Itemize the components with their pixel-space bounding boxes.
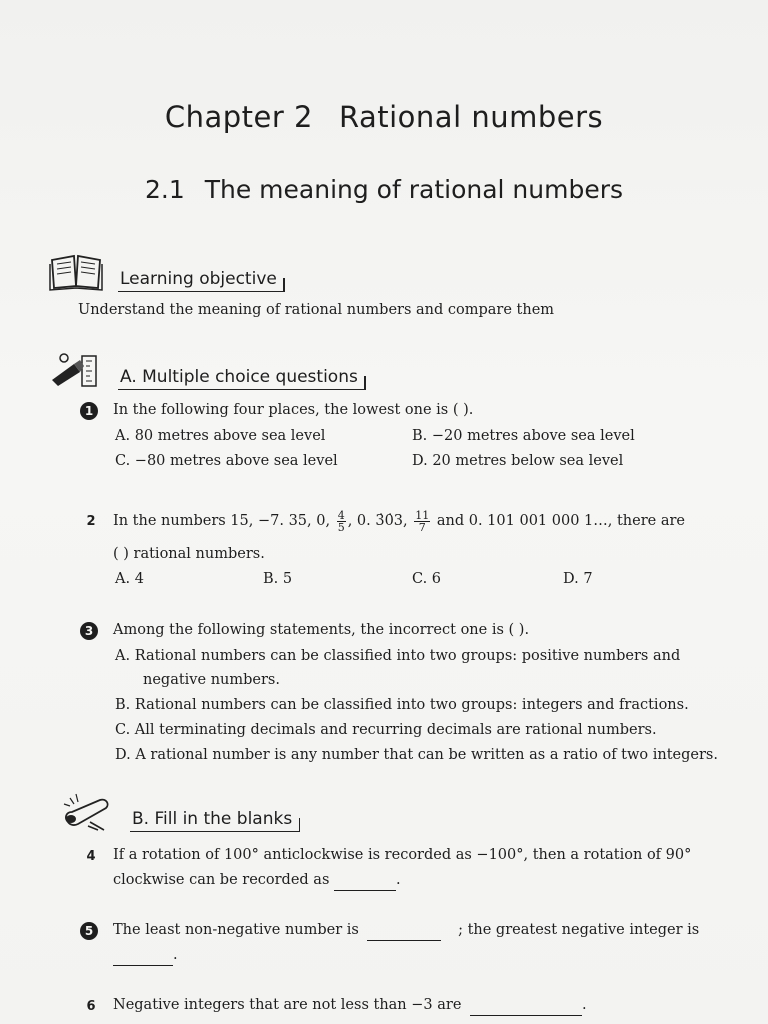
question-4-line2-text: clockwise can be recorded as <box>113 872 330 888</box>
question-number-6: 6 <box>86 998 96 1014</box>
question-1-option-c[interactable]: C. −80 metres above sea level <box>115 453 338 469</box>
question-5-blank-2[interactable] <box>113 945 173 966</box>
learning-objective-text: Understand the meaning of rational numbers and compare them <box>78 302 555 318</box>
question-3-option-a-cont: negative numbers. <box>143 672 280 688</box>
pencil-ruler-icon <box>48 350 104 390</box>
question-5-line2 <box>113 945 178 966</box>
question-1-stem: In the following four places, the lowest one is ( ). <box>113 402 474 418</box>
fraction-4-5: $\frac{4}{5}$ <box>337 508 345 534</box>
question-2-option-d[interactable]: D. 7 <box>563 571 593 587</box>
question-3-stem: Among the following statements, the incorrect one is ( ). <box>113 622 530 638</box>
question-2-line2: ( ) rational numbers. <box>113 546 265 562</box>
question-6-line1 <box>113 995 587 1016</box>
question-4-line1: If a rotation of 100° anticlockwise is recorded as −100°, then a rotation of 90° <box>113 847 692 863</box>
question-3-option-d[interactable]: D. A rational number is any number that can be written as a ratio of two integers. <box>115 747 718 763</box>
question-4-blank[interactable] <box>334 870 396 891</box>
part-b-label: B. Fill in the blanks <box>130 809 300 832</box>
fraction-11-7: $\frac{11}{7}$ <box>415 508 430 534</box>
question-2-option-a[interactable]: A. 4 <box>115 571 144 587</box>
question-3-option-c[interactable]: C. All terminating decimals and recurring decimals are rational numbers. <box>115 722 657 738</box>
question-4-line2 <box>113 870 401 891</box>
question-5-text-b: ; the greatest negative integer is <box>458 922 700 938</box>
question-1-option-d[interactable]: D. 20 metres below sea level <box>412 453 624 469</box>
question-5-blank-1[interactable] <box>367 920 441 941</box>
open-book-icon <box>48 252 104 292</box>
question-2-stem-end: and 0. 101 001 000 1…, there are <box>432 513 686 529</box>
question-number-3: 3 <box>80 622 98 640</box>
question-1-option-a[interactable]: A. 80 metres above sea level <box>115 428 326 444</box>
chapter-name: Rational numbers <box>338 100 604 134</box>
section-name: The meaning of rational numbers <box>204 175 624 204</box>
part-b-heading <box>60 792 300 832</box>
question-6-blank[interactable] <box>470 995 582 1016</box>
question-number-2: 2 <box>86 513 96 529</box>
scroll-quill-icon <box>60 792 116 832</box>
question-2-option-b[interactable]: B. 5 <box>263 571 293 587</box>
question-2-option-c[interactable]: C. 6 <box>412 571 442 587</box>
part-a-label: A. Multiple choice questions <box>118 367 366 390</box>
question-number-1: 1 <box>80 402 98 420</box>
question-number-4: 4 <box>86 848 96 864</box>
question-5-text-a: The least non-negative number is <box>113 922 359 938</box>
question-6-text: Negative integers that are not less than −3 are <box>113 997 462 1013</box>
question-3-option-b[interactable]: B. Rational numbers can be classified into two groups: integers and fractions. <box>115 697 689 713</box>
question-number-5: 5 <box>80 922 98 940</box>
question-2-stem <box>113 506 685 536</box>
part-a-heading <box>48 350 366 390</box>
question-6-end: . <box>582 997 587 1013</box>
question-2-stem-mid: , 0. 3̇0̇3, <box>347 513 413 529</box>
question-1-option-b[interactable]: B. −20 metres above sea level <box>412 428 635 444</box>
question-5-end: . <box>173 947 178 963</box>
chapter-number: Chapter 2 <box>164 100 313 134</box>
section-title <box>0 175 768 204</box>
question-4-end: . <box>396 872 401 888</box>
question-2-stem-start: In the numbers 15, −7. 35, 0, <box>113 513 335 529</box>
section-number: 2.1 <box>144 175 185 204</box>
learning-objective-heading <box>48 252 285 292</box>
question-5-line1 <box>113 920 699 941</box>
learning-objective-label: Learning objective <box>118 269 285 292</box>
question-3-option-a[interactable]: A. Rational numbers can be classified into two groups: positive numbers and <box>115 648 681 664</box>
chapter-title <box>0 100 768 134</box>
